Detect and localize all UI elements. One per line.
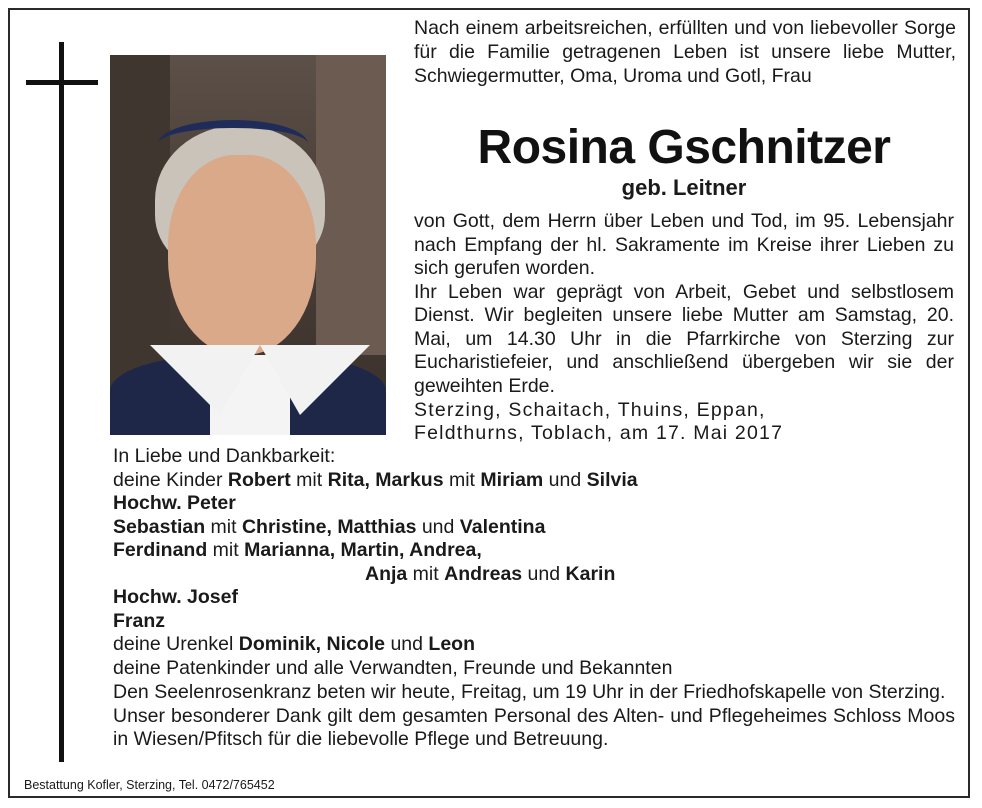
family-children-line: deine Kinder Robert mit Rita, Markus mit Miriam und Silvia	[113, 468, 638, 491]
family-heading: In Liebe und Dankbarkeit:	[113, 445, 336, 467]
portrait-photo	[110, 55, 386, 435]
family-list	[113, 445, 813, 680]
maiden-name: geb. Leitner	[621, 175, 747, 200]
family-line-peter: Hochw. Peter	[113, 492, 236, 514]
place-date-line-2: Feldthurns, Toblach, am 17. Mai 2017	[414, 422, 784, 444]
place-date-line-1: Sterzing, Schaitach, Thuins, Eppan,	[414, 399, 766, 421]
intro-text: Nach einem arbeitsreichen, erfüllten und von liebevoller Sorge für die Familie getragenen Leben ist unsere liebe Mutter, Schwiegermutter, Oma, Uroma und Gotl, Frau	[414, 17, 956, 87]
body-paragraph-2: Ihr Leben war geprägt von Arbeit, Gebet und selbstlosem Dienst. Wir begleiten unsere liebe Mutter am Samstag, 20. Mai, um 14.30 Uhr in die Pfarrkirche von Sterzing zur Eucharistiefeier, und anschließend übergeben wir sie der geweihten Erde.	[414, 280, 954, 397]
cross-icon-bar	[26, 80, 98, 85]
body-text	[414, 210, 954, 398]
family-line-great-grandchildren: deine Urenkel Dominik, Nicole und Leon	[113, 633, 475, 655]
closing-text	[113, 681, 955, 752]
cross-icon	[59, 42, 64, 762]
rosary-text: Den Seelenrosenkranz beten wir heute, Freitag, um 19 Uhr in der Friedhofskapelle von Sterzing.	[113, 681, 946, 703]
body-paragraph-1: von Gott, dem Herrn über Leben und Tod, im 95. Lebensjahr nach Empfang der hl. Sakramente im Kreise ihrer Lieben zu sich gerufen worden.	[414, 210, 954, 279]
family-line-godchildren: deine Patenkinder und alle Verwandten, Freunde und Bekannten	[113, 656, 673, 679]
deceased-name: Rosina Gschnitzer	[477, 121, 891, 174]
place-date	[414, 399, 864, 445]
family-line-ferdinand: Ferdinand mit Marianna, Martin, Andrea,	[113, 539, 482, 561]
thanks-text: Unser besonderer Dank gilt dem gesamten Personal des Alten- und Pflegeheimes Schloss Moos in Wiesen/Pfitsch für die liebevolle Pflege und Betreuung.	[113, 704, 955, 750]
undertaker-info: Bestattung Kofler, Sterzing, Tel. 0472/765452	[24, 778, 275, 792]
family-line-sebastian: Sebastian mit Christine, Matthias und Valentina	[113, 515, 546, 538]
family-line-franz: Franz	[113, 609, 166, 632]
family-line-josef: Hochw. Josef	[113, 586, 238, 608]
family-line-anja: Anja mit Andreas und Karin	[365, 562, 616, 585]
